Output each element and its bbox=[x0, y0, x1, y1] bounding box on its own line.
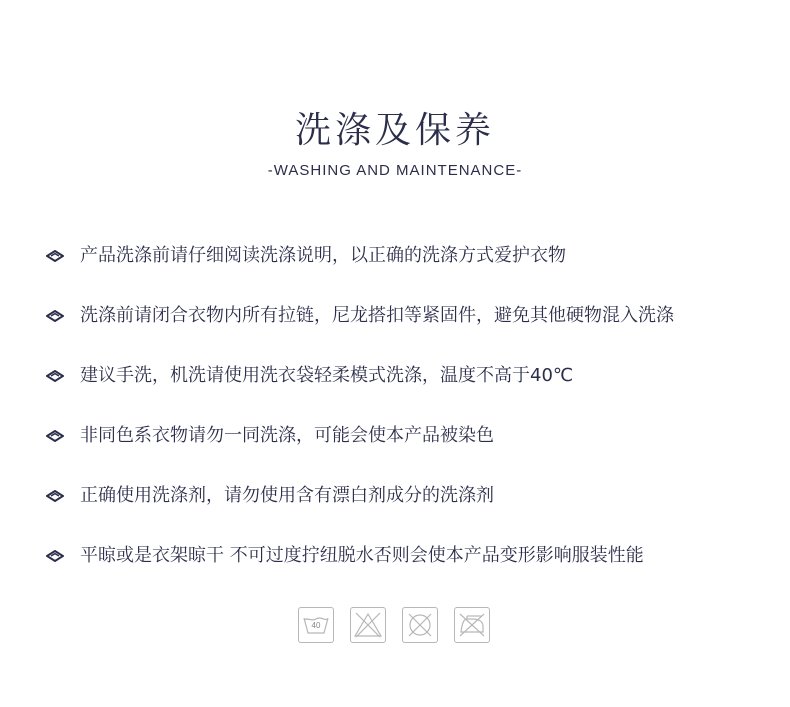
page-subtitle: -WASHING AND MAINTENANCE- bbox=[267, 162, 523, 179]
list-item-text: 洗涤前请闭合衣物内所有拉链，尼龙搭扣等紧固件，避免其他硬物混入洗涤 bbox=[80, 305, 674, 326]
list-item bbox=[46, 526, 766, 586]
wash-40-icon bbox=[298, 607, 334, 643]
diamond-bullet-icon bbox=[46, 490, 64, 502]
no-bleach-icon bbox=[350, 607, 386, 643]
list-item bbox=[46, 346, 766, 406]
diamond-bullet-icon bbox=[46, 550, 64, 562]
page-title: 洗涤及保养 bbox=[294, 110, 495, 151]
care-symbols bbox=[298, 607, 490, 643]
diamond-bullet-icon bbox=[46, 430, 64, 442]
care-instruction-list bbox=[46, 226, 766, 586]
list-item-text: 非同色系衣物请勿一同洗涤，可能会使本产品被染色 bbox=[80, 425, 494, 446]
list-item bbox=[46, 286, 766, 346]
diamond-bullet-icon bbox=[46, 250, 64, 262]
list-item-text: 产品洗涤前请仔细阅读洗涤说明，以正确的洗涤方式爱护衣物 bbox=[80, 245, 566, 266]
list-item bbox=[46, 226, 766, 286]
no-iron-icon bbox=[454, 607, 490, 643]
list-item bbox=[46, 466, 766, 526]
diamond-bullet-icon bbox=[46, 370, 64, 382]
no-tumble-dry-icon bbox=[402, 607, 438, 643]
list-item-text: 建议手洗，机洗请使用洗衣袋轻柔模式洗涤，温度不高于40℃ bbox=[80, 365, 574, 386]
list-item-text: 正确使用洗涤剂，请勿使用含有漂白剂成分的洗涤剂 bbox=[80, 485, 494, 506]
wash-temperature-label: 40 bbox=[311, 621, 321, 630]
list-item-text: 平晾或是衣架晾干 不可过度拧纽脱水否则会使本产品变形影响服装性能 bbox=[80, 545, 644, 566]
diamond-bullet-icon bbox=[46, 310, 64, 322]
list-item bbox=[46, 406, 766, 466]
